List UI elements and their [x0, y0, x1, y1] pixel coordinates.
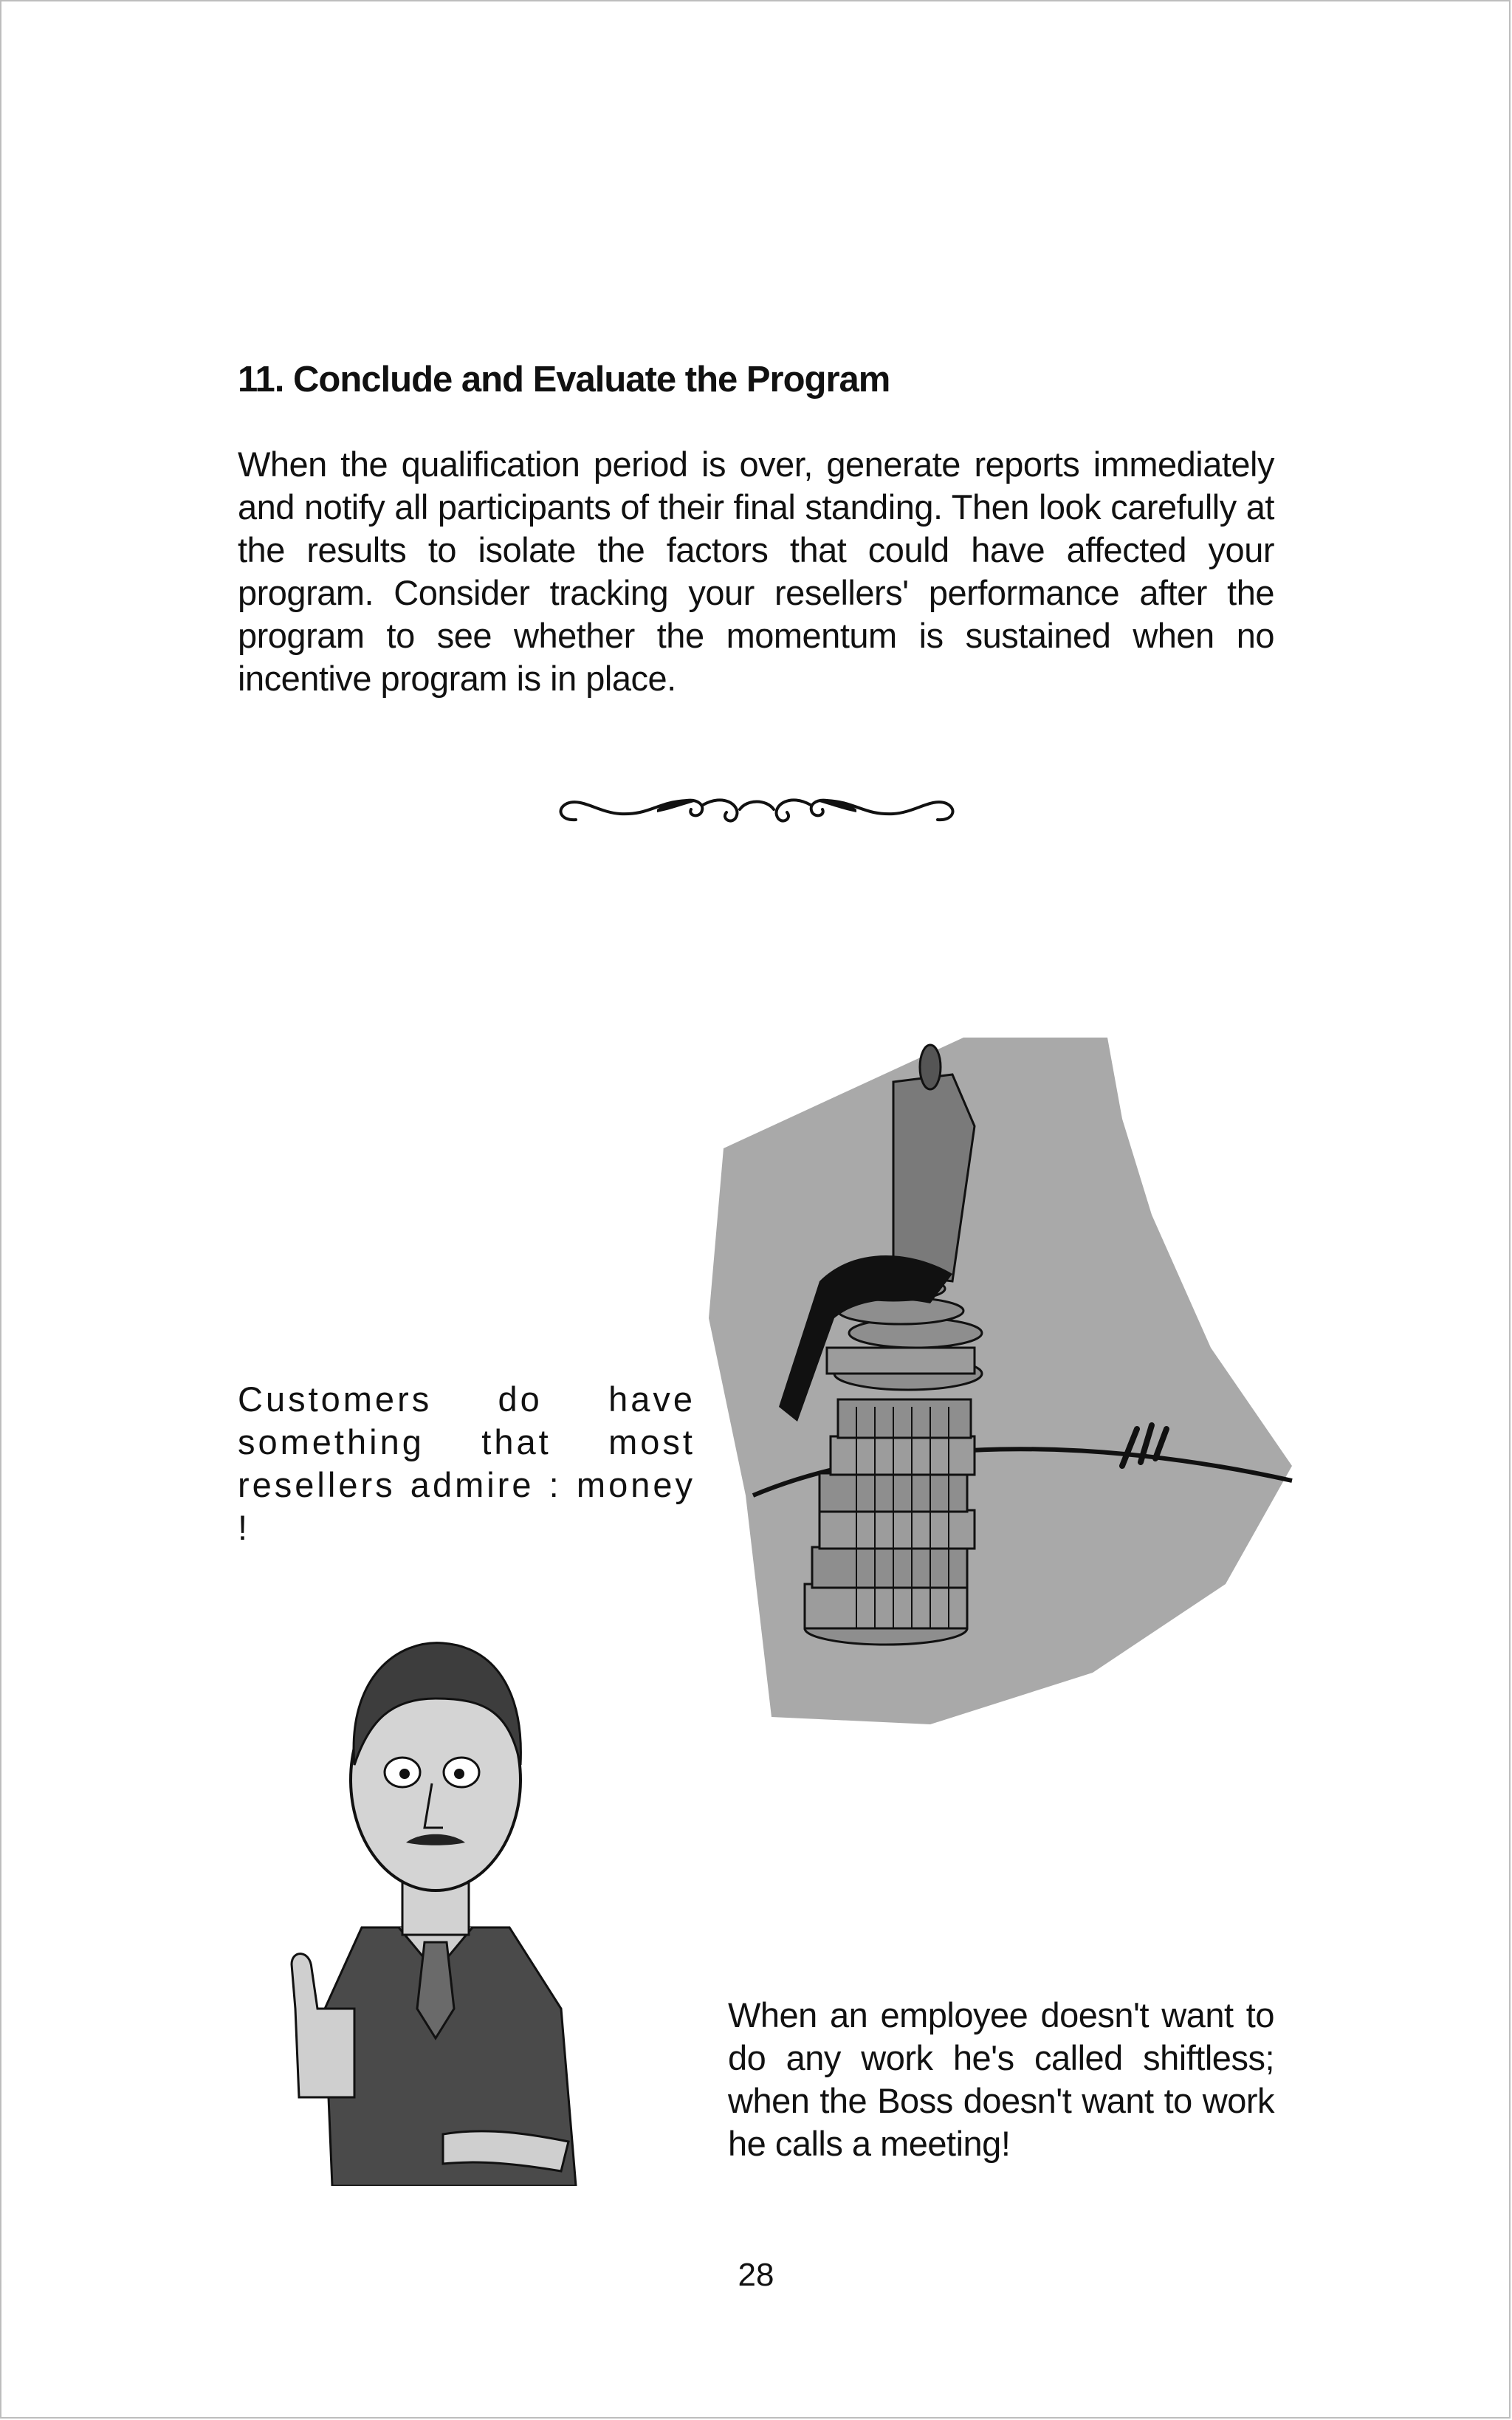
flourish-ornament-icon [546, 783, 967, 842]
caption-left: Customers do have something that most resellers admire : money ! [238, 1379, 695, 1547]
businessman-on-coin-stack-illustration [709, 1038, 1299, 1724]
caption-right: When an employee doesn't want to do any work he's called shiftless; when the Boss doesn't want to work he calls a meeting! [728, 1995, 1274, 2163]
page-number: 28 [738, 2257, 774, 2293]
thumbs-up-man-illustration [266, 1625, 620, 2186]
section-body: When the qualification period is over, generate reports immediately and notify all participants of their final standing. Then look carefully at the results to isolate the factors that could have affected your program. Consider tracking your resellers' performance after the program to see whether the momentum is sustained when no incentive program is in place. [238, 445, 1274, 698]
section-heading: 11. Conclude and Evaluate the Program [238, 360, 890, 400]
